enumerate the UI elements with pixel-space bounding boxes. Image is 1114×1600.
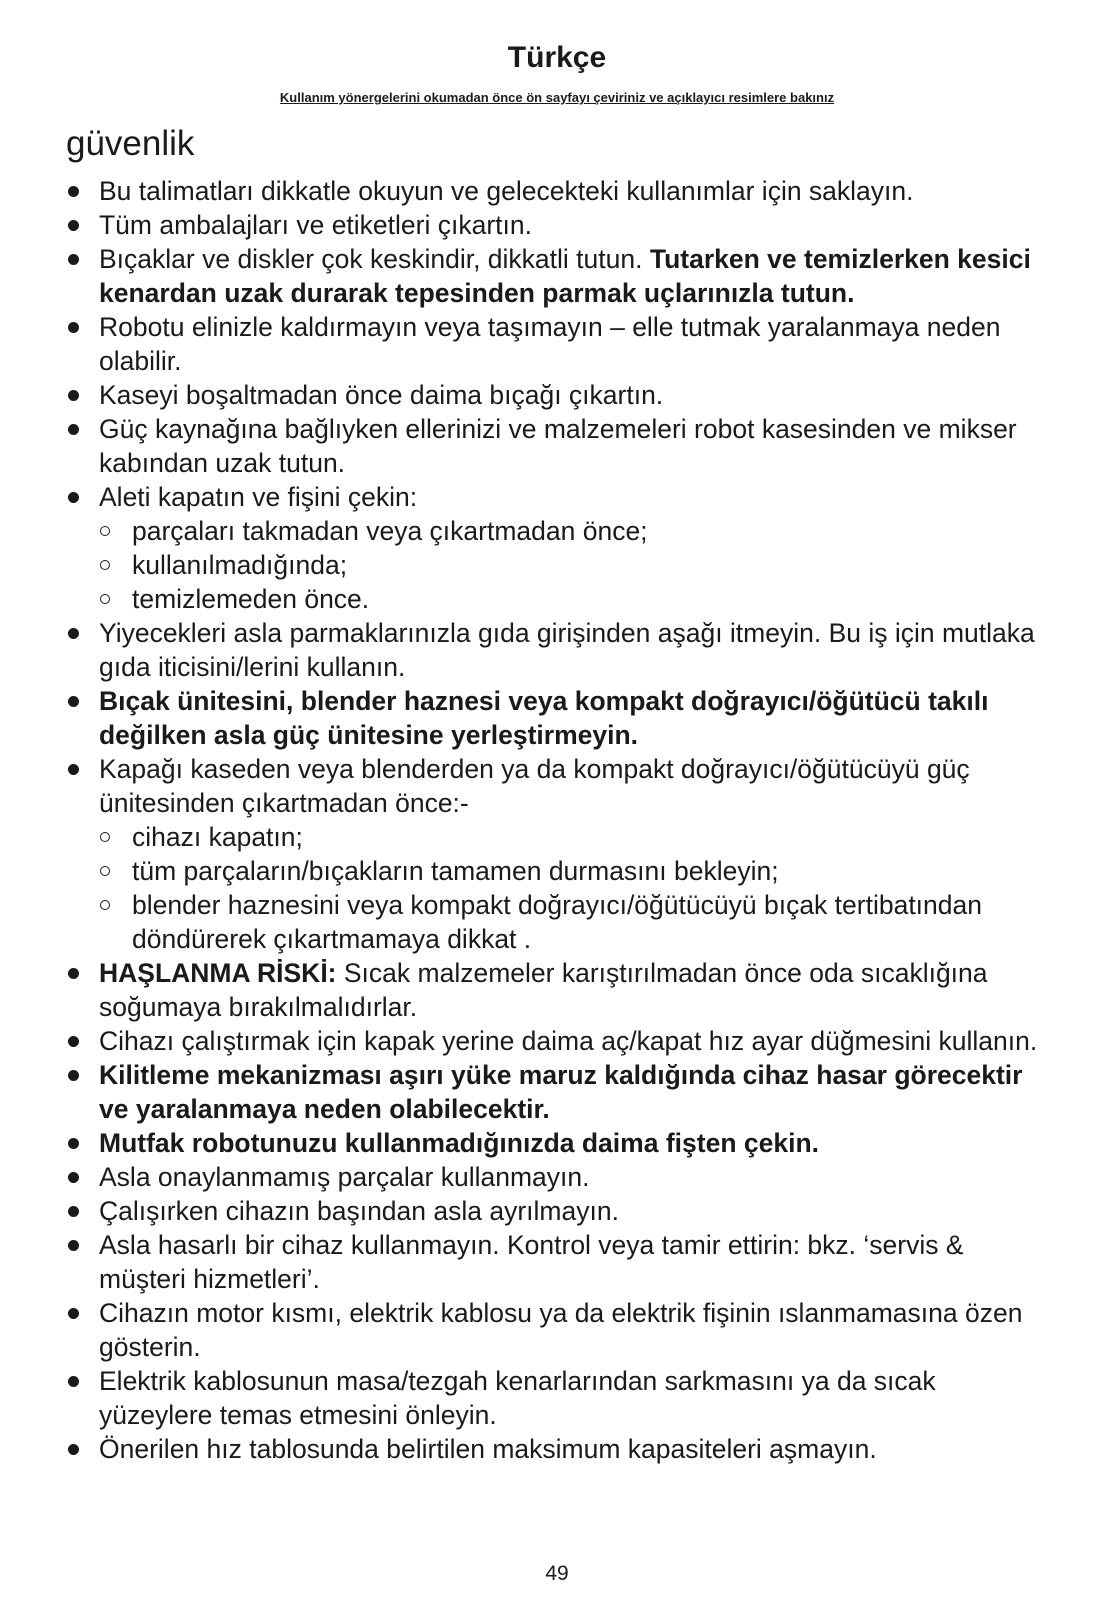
list-item — [66, 1364, 1056, 1432]
bullet-icon — [68, 1444, 79, 1455]
list-item — [66, 616, 1056, 684]
hollow-bullet-icon — [100, 594, 110, 604]
bullet-icon — [68, 628, 79, 639]
bullet-icon — [68, 1376, 79, 1387]
item-text: Asla onaylanmamış parçalar kullanmayın. — [99, 1162, 590, 1192]
item-text: Kaseyi boşaltmadan önce daima bıçağı çıkartın. — [99, 380, 664, 410]
section-title: güvenlik — [66, 124, 195, 163]
bullet-icon — [68, 424, 79, 435]
list-item — [66, 310, 1056, 378]
page-number: 49 — [545, 1562, 569, 1585]
list-item — [66, 1024, 1056, 1058]
list-item — [66, 1228, 1056, 1296]
item-bold-text: Tutarken ve temizlerken kesici kenardan uzak durarak tepesinden parmak uçlarınızla tutun. — [99, 244, 1031, 308]
item-text: Tüm ambalajları ve etiketleri çıkartın. — [99, 210, 532, 240]
hollow-bullet-icon — [100, 866, 110, 876]
item-text: Bıçaklar ve diskler çok keskindir, dikkatli tutun. — [99, 244, 650, 274]
sub-list-item — [66, 514, 1056, 548]
sub-list-item — [66, 854, 1056, 888]
item-text: Önerilen hız tablosunda belirtilen maksimum kapasiteleri aşmayın. — [99, 1434, 877, 1464]
sub-list-item — [66, 582, 1056, 616]
bullet-icon — [68, 254, 79, 265]
item-text: Asla hasarlı bir cihaz kullanmayın. Kontrol veya tamir ettirin: bkz. ‘servis & müşteri hizmetleri’. — [99, 1230, 964, 1294]
hollow-bullet-icon — [100, 560, 110, 570]
list-item — [66, 378, 1056, 412]
list-item — [66, 242, 1056, 310]
hollow-bullet-icon — [100, 832, 110, 842]
bullet-icon — [68, 390, 79, 401]
bullet-icon — [68, 764, 79, 775]
item-text: parçaları takmadan veya çıkartmadan önce; — [132, 516, 648, 546]
item-text: Elektrik kablosunun masa/tezgah kenarlarından sarkmasını ya da sıcak yüzeylere temas etmesini önleyin. — [99, 1366, 936, 1430]
bullet-icon — [68, 1036, 79, 1047]
list-item — [66, 1432, 1056, 1466]
item-text: Bu talimatları dikkatle okuyun ve gelecekteki kullanımlar için saklayın. — [99, 176, 914, 206]
list-item — [66, 1296, 1056, 1364]
list-item — [66, 956, 1056, 1024]
item-text: blender haznesini veya kompakt doğrayıcı/öğütücüyü bıçak tertibatından döndürerek çıkartmamaya dikkat . — [132, 890, 982, 954]
item-text: Güç kaynağına bağlıyken ellerinizi ve malzemeleri robot kasesinden ve mikser kabından uzak tutun. — [99, 414, 1017, 478]
item-text: cihazı kapatın; — [132, 822, 303, 852]
bullet-icon — [68, 322, 79, 333]
bullet-icon — [68, 186, 79, 197]
list-item — [66, 1160, 1056, 1194]
item-text: Çalışırken cihazın başından asla ayrılmayın. — [99, 1196, 619, 1226]
instruction-note: Kullanım yönergelerini okumadan önce ön sayfayı çeviriniz ve açıklayıcı resimlere bakınız — [279, 90, 835, 105]
item-text: Robotu elinizle kaldırmayın veya taşımayın – elle tutmak yaralanmaya neden olabilir. — [99, 312, 1001, 376]
item-text: Cihazı çalıştırmak için kapak yerine daima aç/kapat hız ayar düğmesini kullanın. — [99, 1026, 1038, 1056]
hollow-bullet-icon — [100, 526, 110, 536]
sub-list-item — [66, 820, 1056, 854]
item-bold-text: Bıçak ünitesini, blender haznesi veya kompakt doğrayıcı/öğütücü takılı değilken asla güç ünitesine yerleştirmeyin. — [99, 686, 989, 750]
item-text: tüm parçaların/bıçakların tamamen durmasını bekleyin; — [132, 856, 779, 886]
item-bold-text: Mutfak robotunuzu kullanmadığınızda daima fişten çekin. — [99, 1128, 819, 1158]
item-bold-text: HAŞLANMA RİSKİ: — [99, 958, 337, 988]
list-item — [66, 208, 1056, 242]
bullet-icon — [68, 492, 79, 503]
sub-list-item — [66, 548, 1056, 582]
item-text: Kapağı kaseden veya blenderden ya da kompakt doğrayıcı/öğütücüyü güç ünitesinden çıkartmadan önce:- — [99, 754, 970, 818]
list-item — [66, 752, 1056, 820]
bullet-icon — [68, 220, 79, 231]
item-text: Aleti kapatın ve fişini çekin: — [99, 482, 418, 512]
bullet-icon — [68, 1138, 79, 1149]
bullet-icon — [68, 1240, 79, 1251]
item-text: Cihazın motor kısmı, elektrik kablosu ya da elektrik fişinin ıslanmamasına özen gösterin. — [99, 1298, 1023, 1362]
list-item — [66, 412, 1056, 480]
language-title: Türkçe — [507, 41, 607, 74]
list-item — [66, 684, 1056, 752]
list-item — [66, 1194, 1056, 1228]
bullet-icon — [68, 1070, 79, 1081]
list-item — [66, 480, 1056, 514]
bullet-icon — [68, 696, 79, 707]
sub-list-item — [66, 888, 1056, 956]
list-item — [66, 1126, 1056, 1160]
item-text: Sıcak malzemeler karıştırılmadan önce oda sıcaklığına soğumaya bırakılmalıdırlar. — [99, 958, 988, 1022]
safety-list — [66, 174, 1056, 1466]
list-item — [66, 1058, 1056, 1126]
item-bold-text: Kilitleme mekanizması aşırı yüke maruz kaldığında cihaz hasar görecektir ve yaralanmaya neden olabilecektir. — [99, 1060, 1023, 1124]
list-item — [66, 174, 1056, 208]
bullet-icon — [68, 1308, 79, 1319]
item-text: Yiyecekleri asla parmaklarınızla gıda girişinden aşağı itmeyin. Bu iş için mutlaka gıda iticisini/lerini kullanın. — [99, 618, 1035, 682]
bullet-icon — [68, 1206, 79, 1217]
bullet-icon — [68, 1172, 79, 1183]
hollow-bullet-icon — [100, 900, 110, 910]
item-text: temizlemeden önce. — [132, 584, 370, 614]
bullet-icon — [68, 968, 79, 979]
item-text: kullanılmadığında; — [132, 550, 348, 580]
